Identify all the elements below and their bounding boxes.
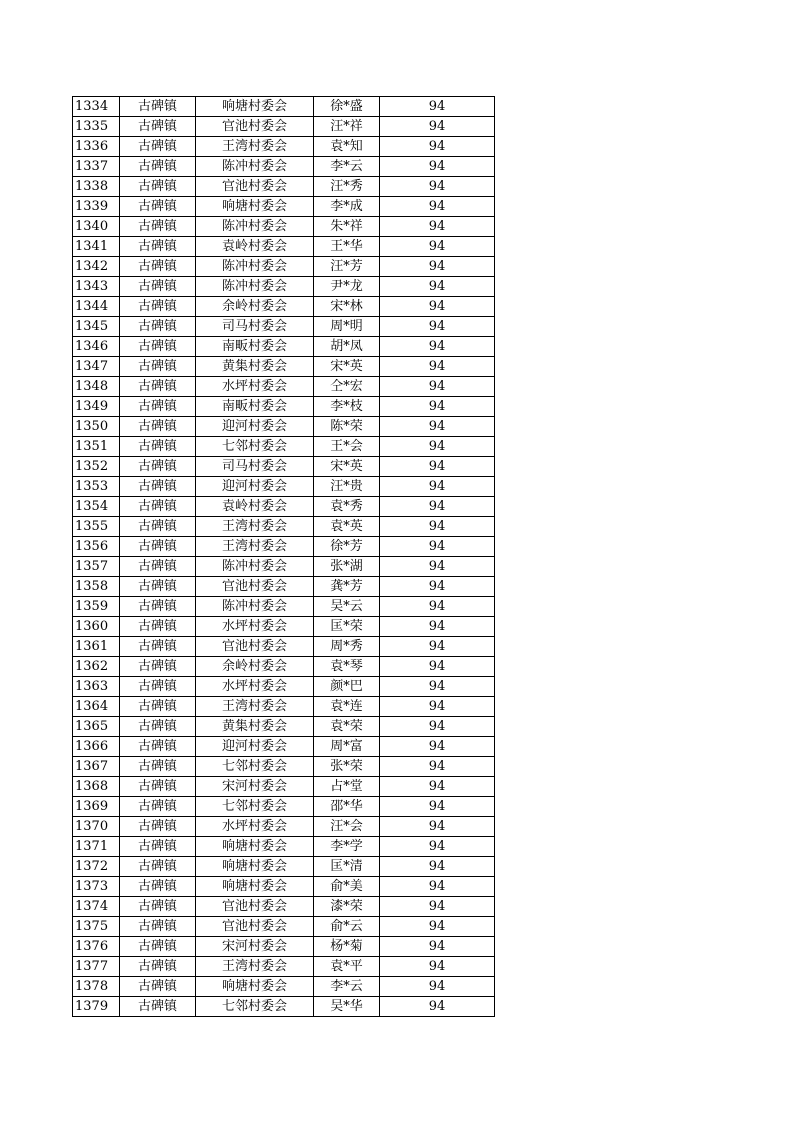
table-row <box>73 237 495 257</box>
score-cell: 94 <box>380 677 495 697</box>
town-cell: 古碑镇 <box>120 417 196 437</box>
row-number-cell: 1372 <box>73 857 120 877</box>
row-number-cell: 1376 <box>73 937 120 957</box>
village-committee-cell: 司马村委会 <box>196 317 314 337</box>
score-cell: 94 <box>380 637 495 657</box>
row-number-cell: 1364 <box>73 697 120 717</box>
score-cell: 94 <box>380 137 495 157</box>
score-cell: 94 <box>380 797 495 817</box>
table-row <box>73 557 495 577</box>
town-cell: 古碑镇 <box>120 97 196 117</box>
person-name-cell: 徐*盛 <box>314 97 380 117</box>
table-row <box>73 897 495 917</box>
village-committee-cell: 迎河村委会 <box>196 417 314 437</box>
village-committee-cell: 响塘村委会 <box>196 877 314 897</box>
town-cell: 古碑镇 <box>120 557 196 577</box>
person-name-cell: 宋*英 <box>314 457 380 477</box>
row-number-cell: 1334 <box>73 97 120 117</box>
person-name-cell: 张*湖 <box>314 557 380 577</box>
table-row <box>73 917 495 937</box>
score-cell: 94 <box>380 497 495 517</box>
village-committee-cell: 七邻村委会 <box>196 437 314 457</box>
town-cell: 古碑镇 <box>120 897 196 917</box>
town-cell: 古碑镇 <box>120 257 196 277</box>
person-name-cell: 张*荣 <box>314 757 380 777</box>
town-cell: 古碑镇 <box>120 157 196 177</box>
table-row <box>73 397 495 417</box>
town-cell: 古碑镇 <box>120 177 196 197</box>
person-name-cell: 王*会 <box>314 437 380 457</box>
table-row <box>73 517 495 537</box>
row-number-cell: 1369 <box>73 797 120 817</box>
table-row <box>73 257 495 277</box>
table-row <box>73 857 495 877</box>
person-name-cell: 袁*平 <box>314 957 380 977</box>
score-cell: 94 <box>380 857 495 877</box>
score-cell: 94 <box>380 997 495 1017</box>
row-number-cell: 1337 <box>73 157 120 177</box>
score-cell: 94 <box>380 837 495 857</box>
row-number-cell: 1368 <box>73 777 120 797</box>
row-number-cell: 1341 <box>73 237 120 257</box>
row-number-cell: 1360 <box>73 617 120 637</box>
town-cell: 古碑镇 <box>120 517 196 537</box>
village-committee-cell: 陈冲村委会 <box>196 217 314 237</box>
score-cell: 94 <box>380 417 495 437</box>
table-row <box>73 177 495 197</box>
town-cell: 古碑镇 <box>120 937 196 957</box>
score-cell: 94 <box>380 617 495 637</box>
village-committee-cell: 迎河村委会 <box>196 477 314 497</box>
table-row <box>73 717 495 737</box>
town-cell: 古碑镇 <box>120 857 196 877</box>
score-cell: 94 <box>380 437 495 457</box>
village-committee-cell: 七邻村委会 <box>196 797 314 817</box>
score-cell: 94 <box>380 157 495 177</box>
row-number-cell: 1351 <box>73 437 120 457</box>
score-cell: 94 <box>380 877 495 897</box>
person-name-cell: 漆*荣 <box>314 897 380 917</box>
person-name-cell: 汪*贵 <box>314 477 380 497</box>
score-cell: 94 <box>380 897 495 917</box>
village-committee-cell: 响塘村委会 <box>196 197 314 217</box>
village-committee-cell: 黄集村委会 <box>196 357 314 377</box>
village-committee-cell: 七邻村委会 <box>196 997 314 1017</box>
town-cell: 古碑镇 <box>120 437 196 457</box>
person-name-cell: 王*华 <box>314 237 380 257</box>
table-row <box>73 757 495 777</box>
row-number-cell: 1347 <box>73 357 120 377</box>
row-number-cell: 1362 <box>73 657 120 677</box>
village-committee-cell: 余岭村委会 <box>196 657 314 677</box>
score-cell: 94 <box>380 977 495 997</box>
table-row <box>73 817 495 837</box>
village-committee-cell: 官池村委会 <box>196 577 314 597</box>
person-name-cell: 袁*秀 <box>314 497 380 517</box>
row-number-cell: 1356 <box>73 537 120 557</box>
town-cell: 古碑镇 <box>120 137 196 157</box>
village-committee-cell: 陈冲村委会 <box>196 257 314 277</box>
person-name-cell: 胡*凤 <box>314 337 380 357</box>
town-cell: 古碑镇 <box>120 717 196 737</box>
person-name-cell: 汪*祥 <box>314 117 380 137</box>
person-name-cell: 汪*会 <box>314 817 380 837</box>
person-name-cell: 李*云 <box>314 977 380 997</box>
score-cell: 94 <box>380 577 495 597</box>
row-number-cell: 1373 <box>73 877 120 897</box>
village-committee-cell: 南畈村委会 <box>196 397 314 417</box>
town-cell: 古碑镇 <box>120 277 196 297</box>
person-name-cell: 周*富 <box>314 737 380 757</box>
score-cell: 94 <box>380 177 495 197</box>
row-number-cell: 1367 <box>73 757 120 777</box>
table-row <box>73 197 495 217</box>
row-number-cell: 1349 <box>73 397 120 417</box>
village-committee-cell: 响塘村委会 <box>196 837 314 857</box>
table-row <box>73 137 495 157</box>
person-name-cell: 吴*华 <box>314 997 380 1017</box>
village-committee-cell: 官池村委会 <box>196 177 314 197</box>
town-cell: 古碑镇 <box>120 757 196 777</box>
town-cell: 古碑镇 <box>120 797 196 817</box>
table-row <box>73 297 495 317</box>
village-committee-cell: 陈冲村委会 <box>196 557 314 577</box>
village-committee-cell: 王湾村委会 <box>196 957 314 977</box>
town-cell: 古碑镇 <box>120 577 196 597</box>
person-name-cell: 颜*巴 <box>314 677 380 697</box>
row-number-cell: 1355 <box>73 517 120 537</box>
person-name-cell: 匡*清 <box>314 857 380 877</box>
score-cell: 94 <box>380 397 495 417</box>
village-committee-cell: 官池村委会 <box>196 117 314 137</box>
table-row <box>73 637 495 657</box>
row-number-cell: 1339 <box>73 197 120 217</box>
town-cell: 古碑镇 <box>120 117 196 137</box>
row-number-cell: 1363 <box>73 677 120 697</box>
table-row <box>73 797 495 817</box>
town-cell: 古碑镇 <box>120 677 196 697</box>
village-committee-cell: 水坪村委会 <box>196 677 314 697</box>
person-name-cell: 陈*荣 <box>314 417 380 437</box>
score-cell: 94 <box>380 737 495 757</box>
table-row <box>73 957 495 977</box>
town-cell: 古碑镇 <box>120 357 196 377</box>
village-committee-cell: 王湾村委会 <box>196 517 314 537</box>
score-cell: 94 <box>380 957 495 977</box>
row-number-cell: 1344 <box>73 297 120 317</box>
score-cell: 94 <box>380 277 495 297</box>
row-number-cell: 1378 <box>73 977 120 997</box>
person-name-cell: 俞*云 <box>314 917 380 937</box>
row-number-cell: 1338 <box>73 177 120 197</box>
village-committee-cell: 王湾村委会 <box>196 537 314 557</box>
town-cell: 古碑镇 <box>120 337 196 357</box>
person-name-cell: 杨*菊 <box>314 937 380 957</box>
score-cell: 94 <box>380 817 495 837</box>
score-cell: 94 <box>380 297 495 317</box>
row-number-cell: 1377 <box>73 957 120 977</box>
person-name-cell: 宋*林 <box>314 297 380 317</box>
score-cell: 94 <box>380 357 495 377</box>
row-number-cell: 1353 <box>73 477 120 497</box>
village-committee-cell: 七邻村委会 <box>196 757 314 777</box>
score-cell: 94 <box>380 717 495 737</box>
town-cell: 古碑镇 <box>120 317 196 337</box>
table-row <box>73 217 495 237</box>
person-name-cell: 周*秀 <box>314 637 380 657</box>
town-cell: 古碑镇 <box>120 637 196 657</box>
score-cell: 94 <box>380 457 495 477</box>
person-name-cell: 周*明 <box>314 317 380 337</box>
table-row <box>73 477 495 497</box>
village-committee-cell: 水坪村委会 <box>196 617 314 637</box>
person-name-cell: 袁*英 <box>314 517 380 537</box>
row-number-cell: 1354 <box>73 497 120 517</box>
row-number-cell: 1350 <box>73 417 120 437</box>
person-name-cell: 宋*英 <box>314 357 380 377</box>
row-number-cell: 1336 <box>73 137 120 157</box>
town-cell: 古碑镇 <box>120 697 196 717</box>
town-cell: 古碑镇 <box>120 777 196 797</box>
person-name-cell: 俞*美 <box>314 877 380 897</box>
person-name-cell: 李*枝 <box>314 397 380 417</box>
score-cell: 94 <box>380 477 495 497</box>
town-cell: 古碑镇 <box>120 397 196 417</box>
town-cell: 古碑镇 <box>120 737 196 757</box>
village-committee-cell: 黄集村委会 <box>196 717 314 737</box>
person-name-cell: 朱*祥 <box>314 217 380 237</box>
table-row <box>73 317 495 337</box>
person-name-cell: 袁*知 <box>314 137 380 157</box>
table-row <box>73 837 495 857</box>
table-row <box>73 497 495 517</box>
score-cell: 94 <box>380 257 495 277</box>
table-row <box>73 997 495 1017</box>
table-row <box>73 537 495 557</box>
score-cell: 94 <box>380 917 495 937</box>
town-cell: 古碑镇 <box>120 197 196 217</box>
person-name-cell: 李*成 <box>314 197 380 217</box>
village-committee-cell: 响塘村委会 <box>196 857 314 877</box>
table-row <box>73 677 495 697</box>
row-number-cell: 1371 <box>73 837 120 857</box>
village-committee-cell: 陈冲村委会 <box>196 277 314 297</box>
town-cell: 古碑镇 <box>120 217 196 237</box>
score-cell: 94 <box>380 537 495 557</box>
village-committee-cell: 王湾村委会 <box>196 697 314 717</box>
table-row <box>73 157 495 177</box>
town-cell: 古碑镇 <box>120 597 196 617</box>
roster-table <box>72 96 495 1017</box>
person-name-cell: 袁*琴 <box>314 657 380 677</box>
score-cell: 94 <box>380 697 495 717</box>
table-row <box>73 877 495 897</box>
table-row <box>73 657 495 677</box>
row-number-cell: 1358 <box>73 577 120 597</box>
town-cell: 古碑镇 <box>120 497 196 517</box>
roster-table-body <box>73 97 495 1017</box>
person-name-cell: 仝*宏 <box>314 377 380 397</box>
table-row <box>73 277 495 297</box>
row-number-cell: 1352 <box>73 457 120 477</box>
table-row <box>73 697 495 717</box>
person-name-cell: 龚*芳 <box>314 577 380 597</box>
town-cell: 古碑镇 <box>120 957 196 977</box>
score-cell: 94 <box>380 217 495 237</box>
row-number-cell: 1361 <box>73 637 120 657</box>
town-cell: 古碑镇 <box>120 377 196 397</box>
village-committee-cell: 水坪村委会 <box>196 377 314 397</box>
town-cell: 古碑镇 <box>120 657 196 677</box>
village-committee-cell: 官池村委会 <box>196 637 314 657</box>
score-cell: 94 <box>380 777 495 797</box>
village-committee-cell: 陈冲村委会 <box>196 157 314 177</box>
person-name-cell: 李*学 <box>314 837 380 857</box>
village-committee-cell: 官池村委会 <box>196 917 314 937</box>
town-cell: 古碑镇 <box>120 297 196 317</box>
town-cell: 古碑镇 <box>120 237 196 257</box>
score-cell: 94 <box>380 557 495 577</box>
table-row <box>73 417 495 437</box>
row-number-cell: 1365 <box>73 717 120 737</box>
village-committee-cell: 南畈村委会 <box>196 337 314 357</box>
roster-sheet <box>72 96 495 1017</box>
village-committee-cell: 水坪村委会 <box>196 817 314 837</box>
score-cell: 94 <box>380 597 495 617</box>
village-committee-cell: 迎河村委会 <box>196 737 314 757</box>
town-cell: 古碑镇 <box>120 977 196 997</box>
table-row <box>73 737 495 757</box>
person-name-cell: 袁*荣 <box>314 717 380 737</box>
person-name-cell: 吴*云 <box>314 597 380 617</box>
town-cell: 古碑镇 <box>120 997 196 1017</box>
town-cell: 古碑镇 <box>120 837 196 857</box>
town-cell: 古碑镇 <box>120 917 196 937</box>
table-row <box>73 457 495 477</box>
score-cell: 94 <box>380 317 495 337</box>
village-committee-cell: 陈冲村委会 <box>196 597 314 617</box>
town-cell: 古碑镇 <box>120 877 196 897</box>
person-name-cell: 占*堂 <box>314 777 380 797</box>
score-cell: 94 <box>380 757 495 777</box>
person-name-cell: 匡*荣 <box>314 617 380 637</box>
town-cell: 古碑镇 <box>120 477 196 497</box>
person-name-cell: 尹*龙 <box>314 277 380 297</box>
score-cell: 94 <box>380 97 495 117</box>
row-number-cell: 1366 <box>73 737 120 757</box>
town-cell: 古碑镇 <box>120 617 196 637</box>
row-number-cell: 1370 <box>73 817 120 837</box>
row-number-cell: 1374 <box>73 897 120 917</box>
town-cell: 古碑镇 <box>120 817 196 837</box>
score-cell: 94 <box>380 197 495 217</box>
row-number-cell: 1348 <box>73 377 120 397</box>
score-cell: 94 <box>380 337 495 357</box>
village-committee-cell: 响塘村委会 <box>196 97 314 117</box>
village-committee-cell: 袁岭村委会 <box>196 237 314 257</box>
person-name-cell: 邵*华 <box>314 797 380 817</box>
table-row <box>73 337 495 357</box>
table-row <box>73 377 495 397</box>
row-number-cell: 1359 <box>73 597 120 617</box>
table-row <box>73 597 495 617</box>
table-row <box>73 97 495 117</box>
table-row <box>73 777 495 797</box>
table-row <box>73 437 495 457</box>
row-number-cell: 1375 <box>73 917 120 937</box>
person-name-cell: 汪*芳 <box>314 257 380 277</box>
row-number-cell: 1345 <box>73 317 120 337</box>
person-name-cell: 汪*秀 <box>314 177 380 197</box>
village-committee-cell: 宋河村委会 <box>196 937 314 957</box>
village-committee-cell: 官池村委会 <box>196 897 314 917</box>
village-committee-cell: 司马村委会 <box>196 457 314 477</box>
village-committee-cell: 响塘村委会 <box>196 977 314 997</box>
table-row <box>73 617 495 637</box>
person-name-cell: 袁*连 <box>314 697 380 717</box>
row-number-cell: 1340 <box>73 217 120 237</box>
row-number-cell: 1346 <box>73 337 120 357</box>
person-name-cell: 徐*芳 <box>314 537 380 557</box>
person-name-cell: 李*云 <box>314 157 380 177</box>
village-committee-cell: 王湾村委会 <box>196 137 314 157</box>
village-committee-cell: 宋河村委会 <box>196 777 314 797</box>
row-number-cell: 1342 <box>73 257 120 277</box>
village-committee-cell: 袁岭村委会 <box>196 497 314 517</box>
score-cell: 94 <box>380 657 495 677</box>
table-row <box>73 977 495 997</box>
table-row <box>73 117 495 137</box>
score-cell: 94 <box>380 377 495 397</box>
score-cell: 94 <box>380 237 495 257</box>
town-cell: 古碑镇 <box>120 537 196 557</box>
table-row <box>73 937 495 957</box>
row-number-cell: 1343 <box>73 277 120 297</box>
score-cell: 94 <box>380 117 495 137</box>
row-number-cell: 1335 <box>73 117 120 137</box>
score-cell: 94 <box>380 937 495 957</box>
row-number-cell: 1357 <box>73 557 120 577</box>
town-cell: 古碑镇 <box>120 457 196 477</box>
row-number-cell: 1379 <box>73 997 120 1017</box>
score-cell: 94 <box>380 517 495 537</box>
table-row <box>73 357 495 377</box>
village-committee-cell: 余岭村委会 <box>196 297 314 317</box>
table-row <box>73 577 495 597</box>
